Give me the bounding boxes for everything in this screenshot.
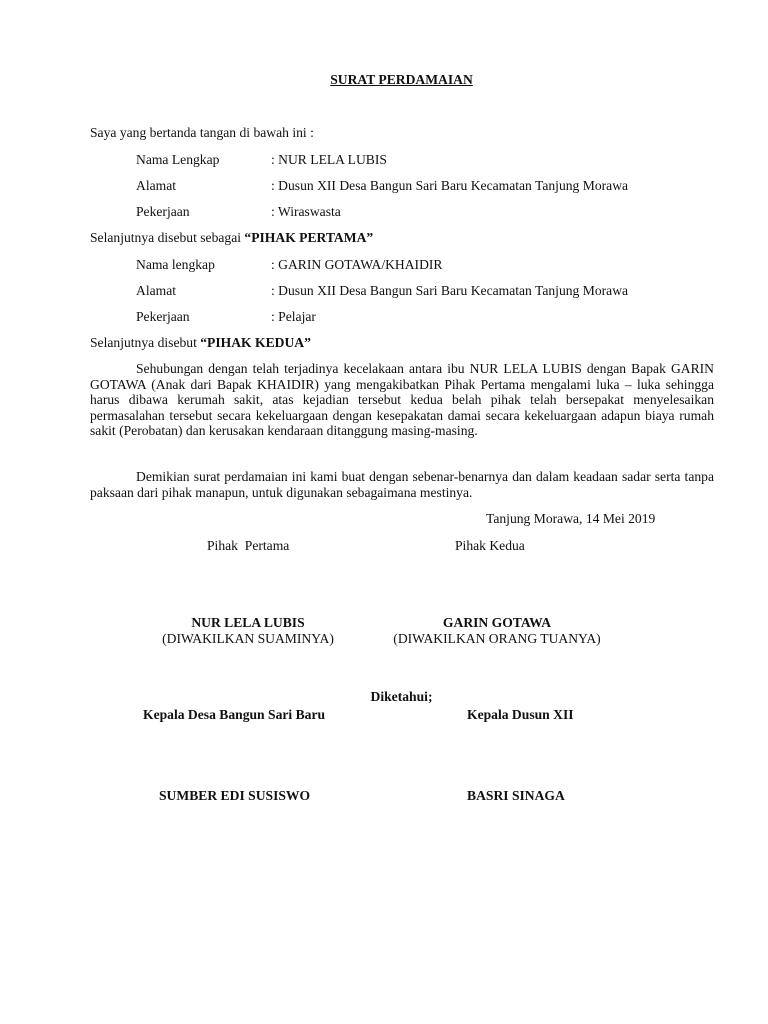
party2-designation: “PIHAK KEDUA”	[200, 335, 311, 350]
party2-occupation-label: Pekerjaan	[136, 309, 190, 324]
official-left-name: SUMBER EDI SUSISWO	[159, 788, 311, 803]
party1-address-value: : Dusun XII Desa Bangun Sari Baru Kecamatan Tanjung Morawa	[271, 178, 629, 193]
party2-designation-prefix: Selanjutnya disebut	[90, 335, 201, 350]
party2-designation-line	[90, 335, 311, 351]
party1-occupation-value: : Wiraswasta	[271, 204, 341, 219]
signatory-left-note: (DIWAKILKAN SUAMINYA)	[162, 631, 334, 646]
body-paragraph-1-text: Sehubungan dengan telah terjadinya kecelakaan antara ibu NUR LELA LUBIS dengan Bapak GARIN GOTAWA (Anak dari Bapak KHAIDIR) yang mengakibatkan Pihak Pertama mengalami luka – luka sehingga harus dibawa kerumah sakit, atas kejadian tersebut kedua belah pihak telah bersepakat menyelesaikan permasalahan tersebut secara kekeluargaan dengan kesepakatan damai secara kekeluargaan adapun biaya rumah sakit (Perobatan) dan kerusakan kendaraan ditanggung masing-masing.	[90, 361, 714, 439]
signatory-right	[372, 615, 622, 647]
signatory-right-name: GARIN GOTAWA	[442, 615, 552, 630]
party1-designation: “PIHAK PERTAMA”	[244, 230, 374, 245]
signatory-left-name: NUR LELA LUBIS	[191, 615, 305, 630]
body-paragraph-1	[90, 361, 714, 439]
signatory-right-note: (DIWAKILKAN ORANG TUANYA)	[393, 631, 601, 646]
body-paragraph-2-text: Demikian surat perdamaian ini kami buat dengan sebenar-benarnya dan dalam keadaan sadar serta tanpa paksaan dari pihak manapun, untuk digunakan sebagaimana mestinya.	[90, 469, 714, 500]
letter-title: SURAT PERDAMAIAN	[330, 72, 473, 87]
party1-designation-prefix: Selanjutnya disebut sebagai	[90, 230, 245, 245]
signatory-left	[138, 615, 358, 647]
party1-name-label: Nama Lengkap	[136, 152, 220, 167]
party1-designation-line	[90, 230, 373, 246]
body-paragraph-2	[90, 469, 714, 500]
official-right-name: BASRI SINAGA	[467, 788, 565, 803]
party2-name-label: Nama lengkap	[136, 257, 215, 272]
signature-heading-right: Pihak Kedua	[455, 538, 525, 553]
party1-occupation-label: Pekerjaan	[136, 204, 190, 219]
official-right-title: Kepala Dusun XII	[467, 707, 574, 722]
party2-name-value: : GARIN GOTAWA/KHAIDIR	[271, 257, 443, 272]
place-date: Tanjung Morawa, 14 Mei 2019	[486, 511, 656, 526]
official-left-title: Kepala Desa Bangun Sari Baru	[143, 707, 326, 722]
party1-address-label: Alamat	[136, 178, 177, 193]
party2-address-label: Alamat	[136, 283, 177, 298]
known-label: Diketahui;	[370, 689, 433, 704]
intro-line: Saya yang bertanda tangan di bawah ini :	[90, 125, 314, 140]
party2-address-value: : Dusun XII Desa Bangun Sari Baru Kecamatan Tanjung Morawa	[271, 283, 629, 298]
party1-name-value: : NUR LELA LUBIS	[271, 152, 387, 167]
signature-heading-left: Pihak Pertama	[207, 538, 290, 553]
party2-occupation-value: : Pelajar	[271, 309, 316, 324]
